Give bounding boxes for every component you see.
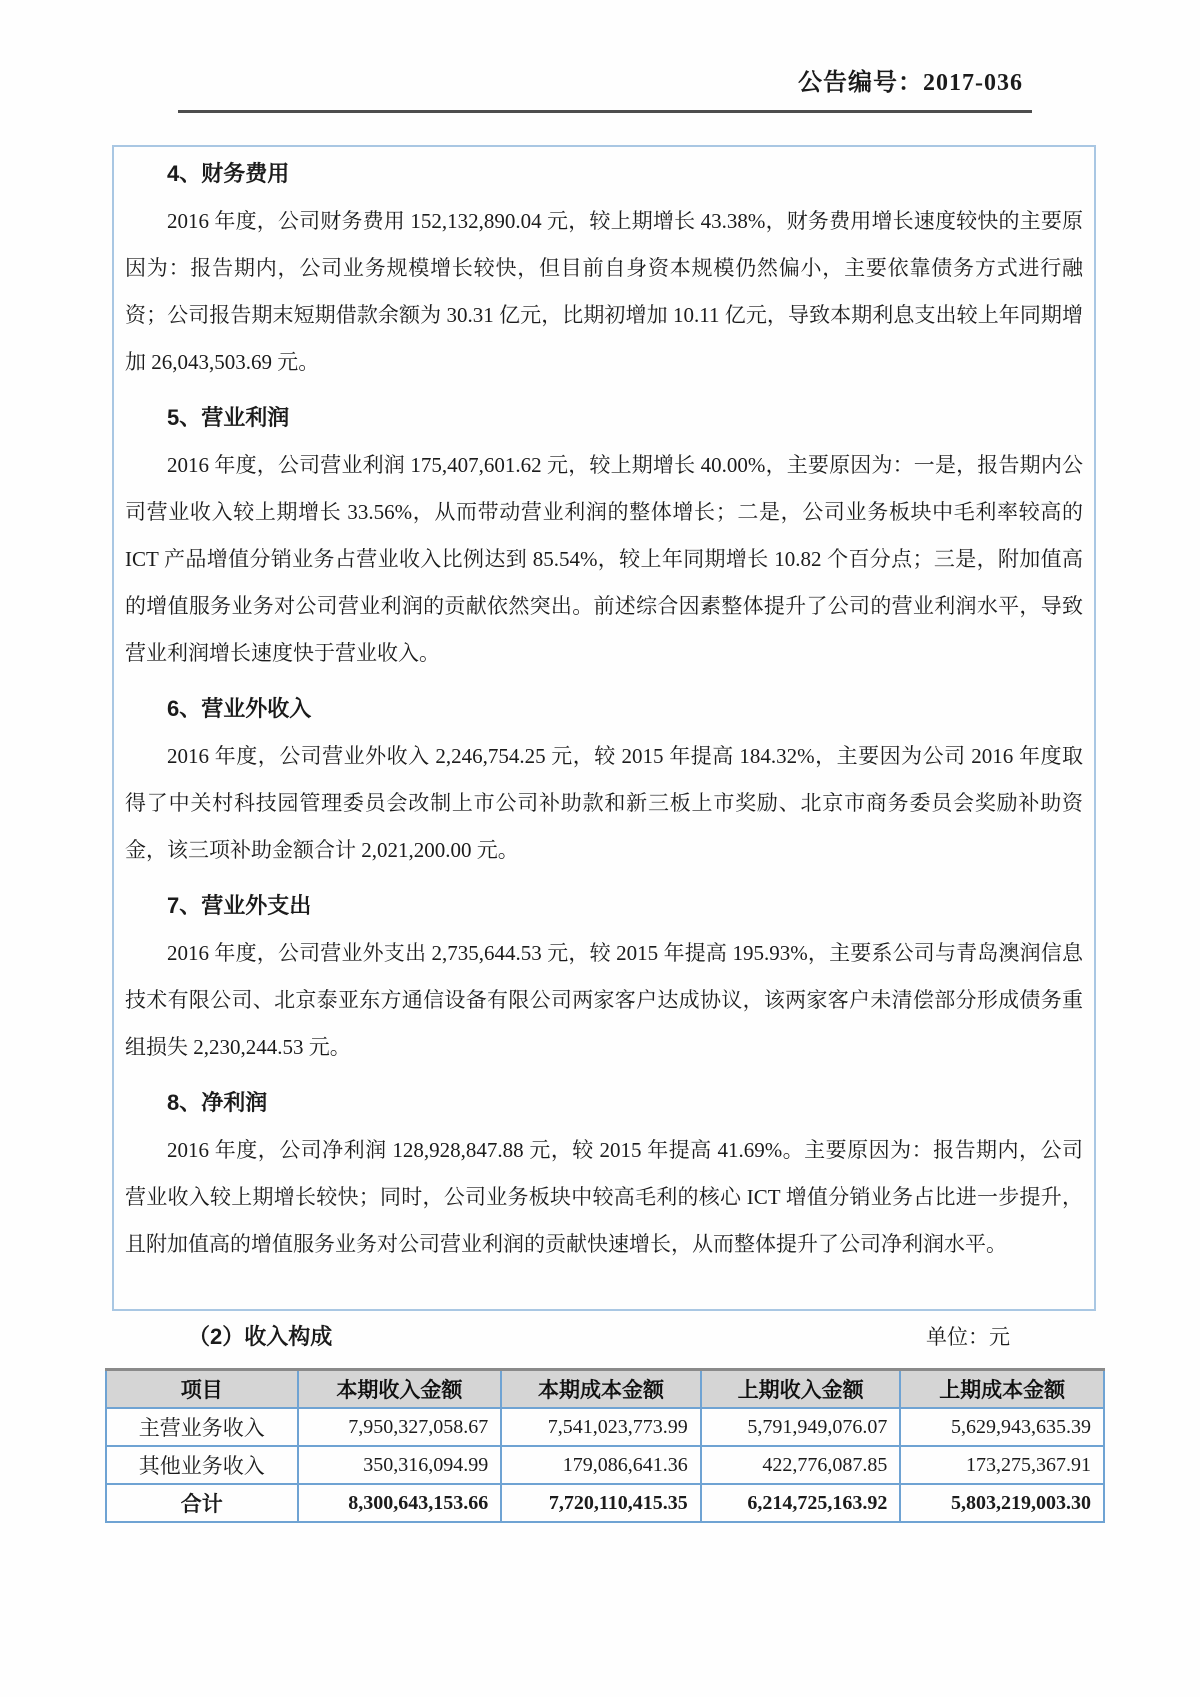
row-value-cell: 7,720,110,415.35 xyxy=(501,1484,701,1522)
table-row xyxy=(106,1446,1104,1484)
table-row xyxy=(106,1408,1104,1446)
revenue-composition-table xyxy=(105,1368,1105,1523)
report-text-box xyxy=(112,145,1096,1311)
total-row xyxy=(106,1484,1104,1522)
row-value-cell: 173,275,367.91 xyxy=(900,1446,1104,1484)
section-heading-7: 7、营业外支出 xyxy=(167,893,312,918)
header-divider xyxy=(178,110,1032,113)
section-6-paragraph: 2016 年度，公司营业外收入 2,246,754.25 元，较 2015 年提高 184.32%，主要因为公司 2016 年度取得了中关村科技园管理委员会改制上市公司补助款和新三板上市奖励、北京市商务委员会奖励补助资金，该三项补助金额合计 2,021,200.00 元。 xyxy=(125,744,1083,862)
section-heading-4: 4、财务费用 xyxy=(167,161,290,186)
row-value-cell: 7,541,023,773.99 xyxy=(501,1408,701,1446)
column-header: 本期收入金额 xyxy=(298,1370,502,1409)
section-8-paragraph: 2016 年度，公司净利润 128,928,847.88 元，较 2015 年提高 41.69%。主要原因为：报告期内，公司营业收入较上期增长较快；同时，公司业务板块中较高毛利的核心 ICT 增值分销业务占比进一步提升，且附加值高的增值服务业务对公司营业利润的贡献快速增长，从而整体提升了公司净利润水平。 xyxy=(125,1138,1083,1256)
subsection-title: （2）收入构成 xyxy=(188,1324,333,1349)
section-heading-5: 5、营业利润 xyxy=(167,405,290,430)
section-heading-6: 6、营业外收入 xyxy=(167,696,312,721)
unit-label: 单位：元 xyxy=(926,1325,1010,1349)
row-value-cell: 7,950,327,058.67 xyxy=(298,1408,502,1446)
row-item-label: 主营业务收入 xyxy=(106,1408,298,1446)
row-value-cell: 6,214,725,163.92 xyxy=(701,1484,901,1522)
column-header: 上期收入金额 xyxy=(701,1370,901,1409)
table-body xyxy=(106,1408,1104,1522)
section-4-paragraph: 2016 年度，公司财务费用 152,132,890.04 元，较上期增长 43.38%，财务费用增长速度较快的主要原因为：报告期内，公司业务规模增长较快，但目前自身资本规模仍然偏小，主要依靠债务方式进行融资；公司报告期末短期借款余额为 30.31 亿元，比期初增加 10.11 亿元，导致本期利息支出较上年同期增加 26,043,503.69 元。 xyxy=(125,209,1083,374)
column-header: 本期成本金额 xyxy=(501,1370,701,1409)
section-7-paragraph: 2016 年度，公司营业外支出 2,735,644.53 元，较 2015 年提高 195.93%，主要系公司与青岛澳润信息技术有限公司、北京泰亚东方通信设备有限公司两家客户达成协议，该两家客户未清偿部分形成债务重组损失 2,230,244.53 元。 xyxy=(125,941,1083,1059)
row-item-label: 其他业务收入 xyxy=(106,1446,298,1484)
row-value-cell: 5,791,949,076.07 xyxy=(701,1408,901,1446)
section-heading-8: 8、净利润 xyxy=(167,1090,268,1115)
row-value-cell: 422,776,087.85 xyxy=(701,1446,901,1484)
row-item-label: 合计 xyxy=(106,1484,298,1522)
column-header: 项目 xyxy=(106,1370,298,1409)
row-value-cell: 350,316,094.99 xyxy=(298,1446,502,1484)
table-header-row xyxy=(106,1370,1104,1409)
revenue-subsection-row xyxy=(188,1320,1010,1351)
row-value-cell: 8,300,643,153.66 xyxy=(298,1484,502,1522)
row-value-cell: 5,629,943,635.39 xyxy=(900,1408,1104,1446)
row-value-cell: 5,803,219,003.30 xyxy=(900,1484,1104,1522)
announcement-number: 公告编号：2017-036 xyxy=(798,70,1023,96)
table-head xyxy=(106,1370,1104,1409)
section-5-paragraph: 2016 年度，公司营业利润 175,407,601.62 元，较上期增长 40.00%，主要原因为：一是，报告期内公司营业收入较上期增长 33.56%，从而带动营业利润的整体增长；二是，公司业务板块中毛利率较高的 ICT 产品增值分销业务占营业收入比例达到 85.54%，较上年同期增长 10.82 个百分点；三是，附加值高的增值服务业务对公司营业利润的贡献依然突出。前述综合因素整体提升了公司的营业利润水平，导致营业利润增长速度快于营业收入。 xyxy=(125,453,1083,665)
column-header: 上期成本金额 xyxy=(900,1370,1104,1409)
row-value-cell: 179,086,641.36 xyxy=(501,1446,701,1484)
